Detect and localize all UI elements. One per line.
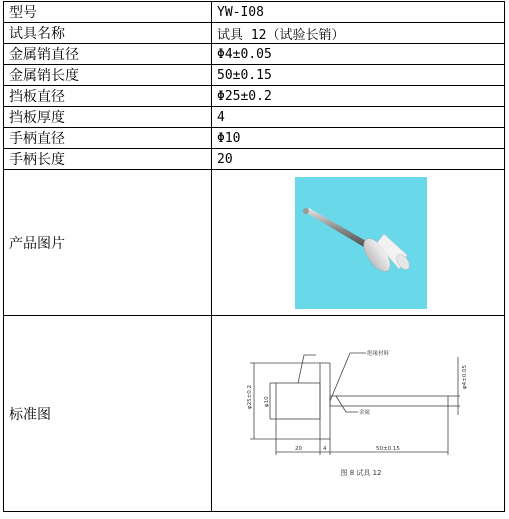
row-value-handle-length: 20: [212, 149, 505, 170]
row-label-handle-length: 手柄长度: [4, 149, 212, 170]
drawing-caption: 图 8 试具 12: [339, 468, 382, 477]
spec-table: [3, 1, 505, 512]
table-row: [4, 2, 505, 23]
table-row: [4, 170, 505, 316]
dim-baffle-diameter: φ25±0.2: [246, 384, 253, 409]
table-row: [4, 23, 505, 44]
table-row: [4, 149, 505, 170]
dim-handle-length: 20: [294, 445, 302, 452]
technical-drawing: [236, 349, 486, 479]
row-value-handle-diameter: Φ10: [212, 128, 505, 149]
standard-drawing-cell: [212, 316, 505, 512]
product-photo: [295, 177, 427, 309]
row-label-pin-diameter: 金属销直径: [4, 44, 212, 65]
row-label-baffle-thickness: 挡板厚度: [4, 107, 212, 128]
row-label-model: 型号: [4, 2, 212, 23]
row-value-model: YW-I08: [212, 2, 505, 23]
table-row: [4, 316, 505, 512]
row-label-product-image: 产品图片: [4, 170, 212, 316]
row-value-baffle-diameter: Φ25±0.2: [212, 86, 505, 107]
dim-baffle-thickness: 4: [322, 445, 326, 452]
row-value-baffle-thickness: 4: [212, 107, 505, 128]
callout-insulation: 绝缘材料: [366, 350, 389, 357]
row-value-pin-diameter: Φ4±0.05: [212, 44, 505, 65]
row-label-baffle-diameter: 挡板直径: [4, 86, 212, 107]
table-row: [4, 128, 505, 149]
product-image-cell: [212, 170, 505, 316]
row-label-pin-length: 金属销长度: [4, 65, 212, 86]
row-label-standard-drawing: 标准图: [4, 316, 212, 512]
table-row: [4, 65, 505, 86]
table-row: [4, 107, 505, 128]
dim-pin-diameter: φ4±0.05: [461, 364, 468, 389]
callout-metal: 金属: [358, 409, 370, 416]
dim-handle-diameter: φ10: [263, 395, 270, 407]
table-row: [4, 44, 505, 65]
test-pin-illustration: [295, 177, 427, 309]
row-value-tool-name: 试具 12（试验长销）: [212, 23, 505, 44]
row-label-tool-name: 试具名称: [4, 23, 212, 44]
row-label-handle-diameter: 手柄直径: [4, 128, 212, 149]
table-row: [4, 86, 505, 107]
dim-pin-length: 50±0.15: [375, 445, 400, 452]
row-value-pin-length: 50±0.15: [212, 65, 505, 86]
